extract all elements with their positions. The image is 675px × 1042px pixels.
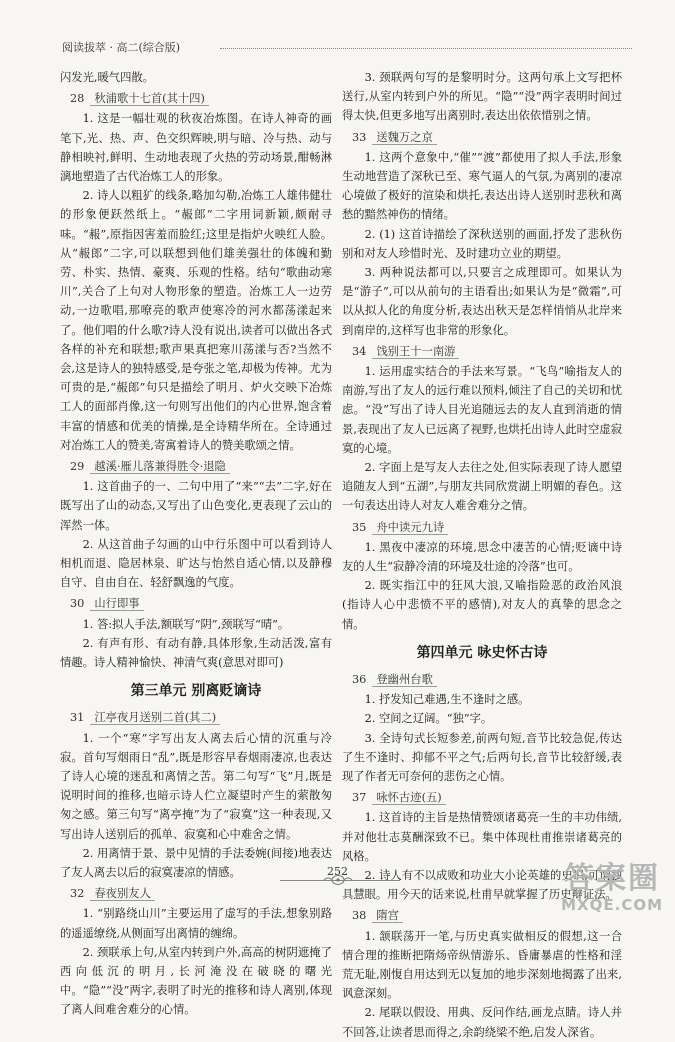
answer-paragraph: 2. 空间之辽阔。“独”字。 [364, 712, 493, 726]
question-number: 31 [70, 711, 85, 725]
question-heading [60, 708, 332, 727]
poem-title: 登幽州台歌 [372, 673, 437, 687]
question-heading [60, 594, 332, 613]
answer-paragraph: 3. 两种说法都可以,只要言之成理即可。如果认为是“游子”,可以从前句的主语看出;如果认为是“微霜”,可以从拟人化的角度分析,表达出秋天是怎样悄悄从北岸来到南岸的,这样写也非常的形象化。 [342, 266, 622, 337]
answer-paragraph: 2. 从这首曲子勾画的山中行乐图中可以看到诗人相机而退、隐居林泉、旷达与怡然自适心情,以及静穆自守、自由自在、轻舒飘逸的气度。 [60, 537, 332, 590]
poem-title: 秋浦歌十七首(其十四) [90, 92, 209, 106]
answer-paragraph: 3. 全诗句式长短参差,前两句短,音节比较急促,传达了生不逢时、抑郁不平之气;后两句长,音节比较舒缓,表现了作者无可奈何的悲伤之心情。 [342, 731, 622, 783]
unit-heading: 第四单元 咏史怀古诗 [416, 644, 548, 661]
question-heading [342, 518, 622, 537]
book-title: 阅读拔萃 · 高二(综合版) [62, 41, 181, 54]
poem-title: 舟中读元九诗 [372, 521, 448, 535]
answer-paragraph: 2. 颈联承上句,从室内转到户外,高高的树阴遮掩了西向低沉的明月,长河淹没在破晓的曙光中。“隐”“没”两字,表明了时光的推移和诗人离别,体现了离人间难舍难分的心情。 [60, 945, 332, 1017]
question-number: 36 [352, 672, 367, 686]
question-number: 29 [70, 460, 85, 474]
question-number: 38 [352, 909, 367, 923]
poem-title: 饯别王十一南游 [372, 345, 459, 359]
poem-title: 咏怀古迹(五) [372, 791, 445, 805]
answer-paragraph: 1. 颔联荡开一笔,与历史真实做相反的假想,这一合情合理的推断把隋炀帝纵情游乐、昏庸暴虐的性格和淫荒无耻,刚愎自用达到无以复加的地步深刻地揭露了出来,讽意深刻。 [342, 929, 622, 1001]
site-watermark [561, 862, 663, 914]
question-number: 28 [70, 92, 85, 106]
answer-paragraph: 2. 用离情于景、景中见情的手法委婉(间接)地表达了友人离去以后的寂寞凄凉的情感。 [60, 846, 332, 879]
answer-paragraph: 2. (1) 这首诗描绘了深秋送别的画面,抒发了悲秋伤别和对友人珍惜时光、及时建功立业的期望。 [342, 227, 622, 260]
question-number: 35 [352, 520, 367, 534]
question-heading [342, 342, 622, 361]
question-number: 30 [70, 597, 85, 611]
question-heading [342, 128, 622, 147]
poem-title: 越溪·雁儿落兼得胜令·退隐 [90, 460, 229, 474]
answer-paragraph: 1. 这两个意象中,“催”“渡”都使用了拟人手法,形象生动地营造了深秋已至、寒气逼人的气氛,为离别的凄凉心境做了极好的渲染和烘托,表达出诗人送别时悲秋和离愁的黯然神伤的情绪。 [342, 150, 622, 222]
page-number: 252 [327, 865, 348, 878]
answer-paragraph: 2. 诗人以粗犷的线条,略加勾勒,冶炼工人雄伟健壮的形象便跃然纸上。“赧郎”二字用词新颖,颇耐寻味。“赧”,原指因害羞而脸红;这里是指炉火映红人脸。从“赧郎”二字,可以联想到他们雄美强壮的体魄和勤劳、朴实、热情、豪爽、乐观的性格。结句“歌曲动寒川”,关合了上句对人物形象的塑造。冶炼工人一边劳动,一边歌唱,那嘹亮的歌声使寒冷的河水都荡漾起来了。他们唱的什么歌?诗人没有说出,读者可以做出各式各样的补充和联想;歌声果真把寒川荡漾与否?当然不会,这是诗人的独特感受,是夸张之笔,却极为传神。尤为可贵的是,“赧郎”句只是描绘了明月、炉火交映下冶炼工人的面部肖像,这一句则写出他们的内心世界,饱含着丰富的情感和优美的情操,是全诗精华所在。全诗通过对冶炼工人的赞美,寄寓着诗人的赞美歌颂之情。 [60, 189, 332, 452]
question-number: 32 [70, 887, 85, 901]
poem-title: 隋宫 [372, 909, 403, 923]
header-dotted-rule [220, 48, 632, 49]
question-heading [60, 457, 332, 476]
answer-paragraph: 1. 这首诗的主旨是热情赞颂诸葛亮一生的丰功伟绩,并对他壮志莫酬深致不已。集中体现杜甫推崇诸葛亮的风格。 [342, 811, 622, 863]
question-heading [342, 788, 622, 807]
answer-paragraph: 闪发光,暖气四散。 [60, 71, 154, 84]
unit-heading: 第三单元 别离贬谪诗 [130, 683, 262, 700]
answer-paragraph: 1. 答:拟人手法,额联写“阴”,颈联写“晴”。 [82, 617, 290, 631]
question-number: 37 [352, 791, 367, 805]
question-number: 33 [352, 130, 367, 144]
question-heading [60, 89, 332, 108]
answer-paragraph: 1. 抒发知己难遇,生不逢时之感。 [364, 693, 530, 707]
question-number: 34 [352, 344, 367, 358]
poem-title: 春夜别友人 [90, 887, 155, 901]
answer-paragraph: 1. 一个“寒”字写出友人离去后心情的沉重与冷寂。首句写烟雨日“乱”,既是形容早春烟雨凄凉,也表达了诗人心境的迷乱和离情之苦。第二句写“飞”月,既是说明时间的推移,也暗示诗人伫立凝望时产生的萦散匆匆之感。第三句写“离亭掩”为了“寂寞”这一种表现,又写出诗人送别后的孤单、寂寞和心中难舍之情。 [60, 731, 332, 841]
answer-paragraph: 2. 字面上是写友人去往之处,但实际表现了诗人愿望追随友人到“五湖”,与朋友共同欣赏湖上明媚的春色。这一句表达出诗人对友人难舍难分之情。 [342, 461, 622, 513]
answer-paragraph: 2. 尾联以假设、用典、反问作结,画龙点睛。诗人并不回答,让读者思而得之,余韵绕梁不绝,启发人深省。 [342, 1006, 622, 1039]
answer-paragraph: 2. 既实指江中的狂风大浪,又喻指险恶的政治风浪(指诗人心中悲愤不平的感情),对友人的真挚的思念之情。 [342, 579, 622, 631]
watermark-logo-text: 答案圈 [564, 861, 661, 896]
answer-paragraph: 3. 颈联两句写的是黎明时分。这两句承上文写把杯送行,从室内转到户外的所见。“隐”“没”两字表明时间过得太快,但更多地写出离别时,表达出依依惜别之情。 [342, 71, 622, 123]
question-heading [60, 884, 332, 903]
poem-title: 送魏万之京 [372, 131, 437, 145]
answer-paragraph: 1. 运用虚实结合的手法来写景。“飞鸟”喻指友人的南游,写出了友人的远行难以预料,倾注了自己的关切和忧虑。“没”写出了诗人目光追随远去的友人直到消逝的情景,表现出了友人已远离了视野,也烘托出诗人此时空虚寂寞的心境。 [342, 365, 622, 455]
answer-paragraph: 1. 黑夜中凄凉的环境,思念中凄苦的心情;贬谪中诗友的人生“寂静冷清的环境及壮途的冷落”也可。 [342, 540, 622, 574]
running-header [62, 40, 632, 56]
poem-title: 江亭夜月送别二首(其二) [90, 711, 220, 725]
watermark-url: MXQE.COM [561, 896, 663, 914]
answer-paragraph: 2. 诗人有不以成败和功业大小论英雄的史识,可谓独具慧眼。用今天的话来说,杜甫早就掌握了历史辩证法。 [342, 868, 622, 902]
question-heading [342, 670, 622, 689]
poem-title: 山行即事 [90, 597, 143, 611]
answer-paragraph: 1. 这首曲子的一、二句中用了“来”“去”二字,好在既写出了山的动态,又写出了山色变化,更表现了云山的浑然一体。 [60, 480, 332, 532]
answer-paragraph: 1. 这是一幅壮观的秋夜冶炼图。在诗人神奇的画笔下,光、热、声、色交织辉映,明与暗、冷与热、动与静相映衬,鲜明、生动地表现了火热的劳动场景,酣畅淋漓地塑造了古代冶炼工人的形象。 [60, 112, 332, 184]
answer-paragraph: 2. 有声有形、有动有静,具体形象,生动活泼,富有情趣。诗人精神愉快、神清气爽(意思对即可) [60, 636, 332, 670]
footer-ornament-icon [322, 873, 354, 887]
answer-paragraph: 1. “别路绕山川”主要运用了虚写的手法,想象别路的遥遥缭绕,从侧面写出离情的缠绵。 [60, 907, 332, 940]
